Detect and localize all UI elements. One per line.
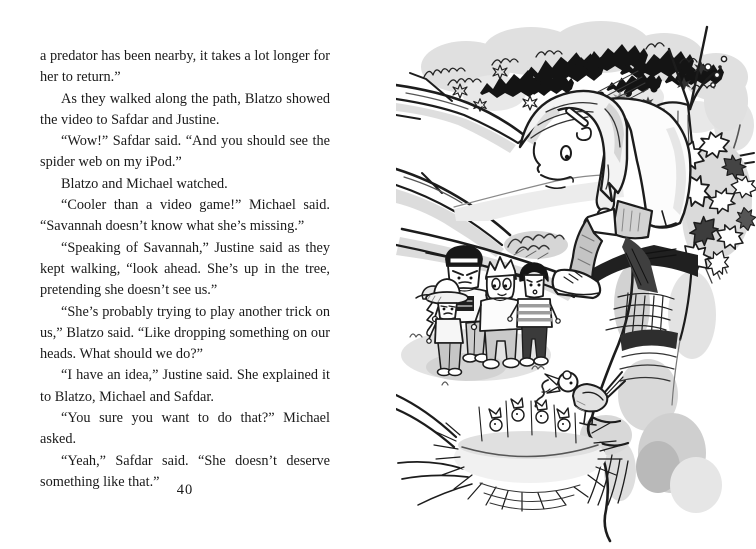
story-paragraph: “She’s probably trying to play another trick on us,” Blatzo said. “Like dropping something on our heads. What should we do?” bbox=[40, 303, 330, 363]
bird-nest bbox=[396, 395, 622, 511]
braid bbox=[427, 303, 433, 330]
story-paragraph: “I have an idea,” Justine said. She explained it to Blatzo, Michael and Safdar. bbox=[40, 367, 330, 405]
tree-illustration bbox=[396, 5, 756, 545]
page-number: 40 bbox=[176, 482, 194, 498]
kids-group bbox=[401, 246, 560, 385]
story-paragraph: “You sure you want to do that?” Michael asked. bbox=[40, 410, 330, 448]
story-text-column bbox=[40, 46, 330, 493]
bush bbox=[504, 231, 568, 259]
story-paragraph: Blatzo and Michael watched. bbox=[61, 175, 228, 192]
worm bbox=[535, 380, 551, 408]
story-paragraph: a predator has been nearby, it takes a lot longer for her to return.” bbox=[40, 48, 330, 86]
story-paragraph: “Cooler than a video game!” Michael said. “Savannah doesn’t know what she’s missing.” bbox=[40, 197, 330, 235]
story-paragraph: As they walked along the path, Blatzo showed the video to Safdar and Justine. bbox=[40, 90, 330, 128]
story-paragraph: “Wow!” Safdar said. “And you should see the spider web on my iPod.” bbox=[40, 133, 330, 171]
story-paragraph: “Yeah,” Safdar said. “She doesn’t deserve something like that.” bbox=[40, 452, 330, 490]
story-paragraph: “Speaking of Savannah,” Justine said as they kept walking, “look ahead. She’s up in the tree, pretending she doesn’t see us.” bbox=[40, 239, 330, 299]
